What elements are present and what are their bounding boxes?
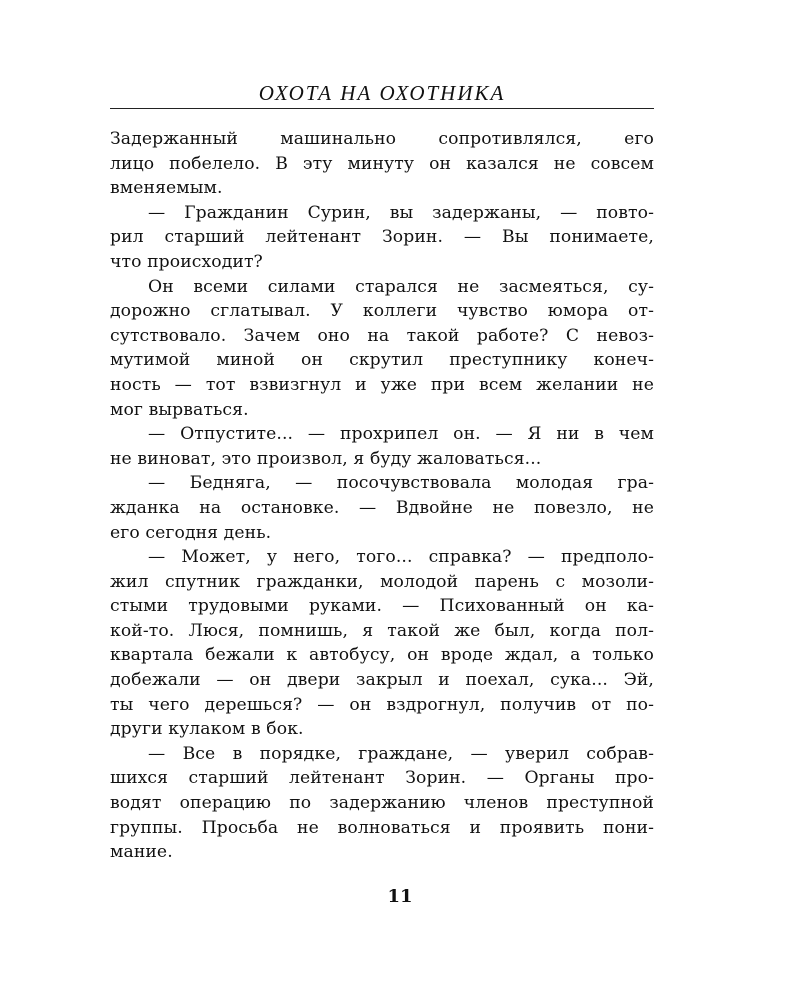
text-line: лицо побелело. В эту минуту он казался не совсем bbox=[110, 153, 654, 174]
paragraph bbox=[110, 471, 654, 545]
paragraph bbox=[110, 275, 654, 423]
text-line: жил спутник гражданки, молодой парень с мозоли- bbox=[110, 571, 654, 592]
text-line: шихся старший лейтенант Зорин. — Органы про- bbox=[110, 768, 654, 789]
body-text bbox=[110, 127, 654, 865]
book-page bbox=[110, 80, 654, 865]
text-line: мутимой миной он скрутил преступнику конеч- bbox=[110, 350, 654, 371]
text-line: кой-то. Люся, помнишь, я такой же был, когда пол- bbox=[110, 620, 654, 641]
text-line: Он всеми силами старался не засмеяться, су- bbox=[148, 276, 654, 297]
text-line: други кулаком в бок. bbox=[110, 719, 304, 740]
text-line: Задержанный машинально сопротивлялся, его bbox=[110, 129, 654, 149]
paragraph bbox=[110, 422, 654, 471]
paragraph bbox=[110, 742, 654, 865]
text-line: добежали — он двери закрыл и поехал, сука... Эй, bbox=[110, 670, 654, 691]
text-line: что происходит? bbox=[110, 251, 263, 272]
text-line: квартала бежали к автобусу, он вроде ждал, а только bbox=[110, 645, 654, 666]
text-line: стыми трудовыми руками. — Психованный он ка- bbox=[110, 596, 654, 617]
text-line: мог вырваться. bbox=[110, 399, 249, 420]
text-line: дорожно сглатывал. У коллеги чувство юмора от- bbox=[110, 301, 654, 322]
running-head: ОХОТА НА ОХОТНИКА bbox=[258, 81, 506, 105]
text-line: водят операцию по задержанию членов преступной bbox=[110, 793, 654, 814]
text-line: — Бедняга, — посочувствовала молодая гра- bbox=[148, 473, 654, 494]
text-line: его сегодня день. bbox=[110, 522, 272, 543]
text-line: ность — тот взвизгнул и уже при всем желании не bbox=[110, 374, 654, 395]
page-number: 11 bbox=[387, 886, 413, 907]
text-line: сутствовало. Зачем оно на такой работе? С невоз- bbox=[110, 325, 654, 346]
text-line: ты чего дерешься? — он вздрогнул, получив от по- bbox=[110, 694, 654, 715]
header-rule bbox=[110, 108, 654, 109]
text-line: жданка на остановке. — Вдвойне не повезло, не bbox=[110, 497, 654, 518]
paragraph bbox=[110, 545, 654, 742]
text-line: — Отпустите... — прохрипел он. — Я ни в чем bbox=[148, 424, 654, 445]
text-line: группы. Просьба не волноваться и проявить пони- bbox=[110, 817, 654, 838]
text-line: мание. bbox=[110, 842, 173, 863]
text-line: вменяемым. bbox=[110, 178, 223, 199]
text-line: рил старший лейтенант Зорин. — Вы понимаете, bbox=[110, 227, 654, 248]
paragraph bbox=[110, 127, 654, 201]
text-line: — Гражданин Сурин, вы задержаны, — повто- bbox=[148, 202, 654, 223]
paragraph bbox=[110, 201, 654, 275]
text-line: — Все в порядке, граждане, — уверил собрав- bbox=[148, 743, 654, 764]
text-line: не виноват, это произвол, я буду жаловаться... bbox=[110, 448, 542, 469]
text-line: — Может, у него, того... справка? — предполо- bbox=[148, 547, 654, 568]
